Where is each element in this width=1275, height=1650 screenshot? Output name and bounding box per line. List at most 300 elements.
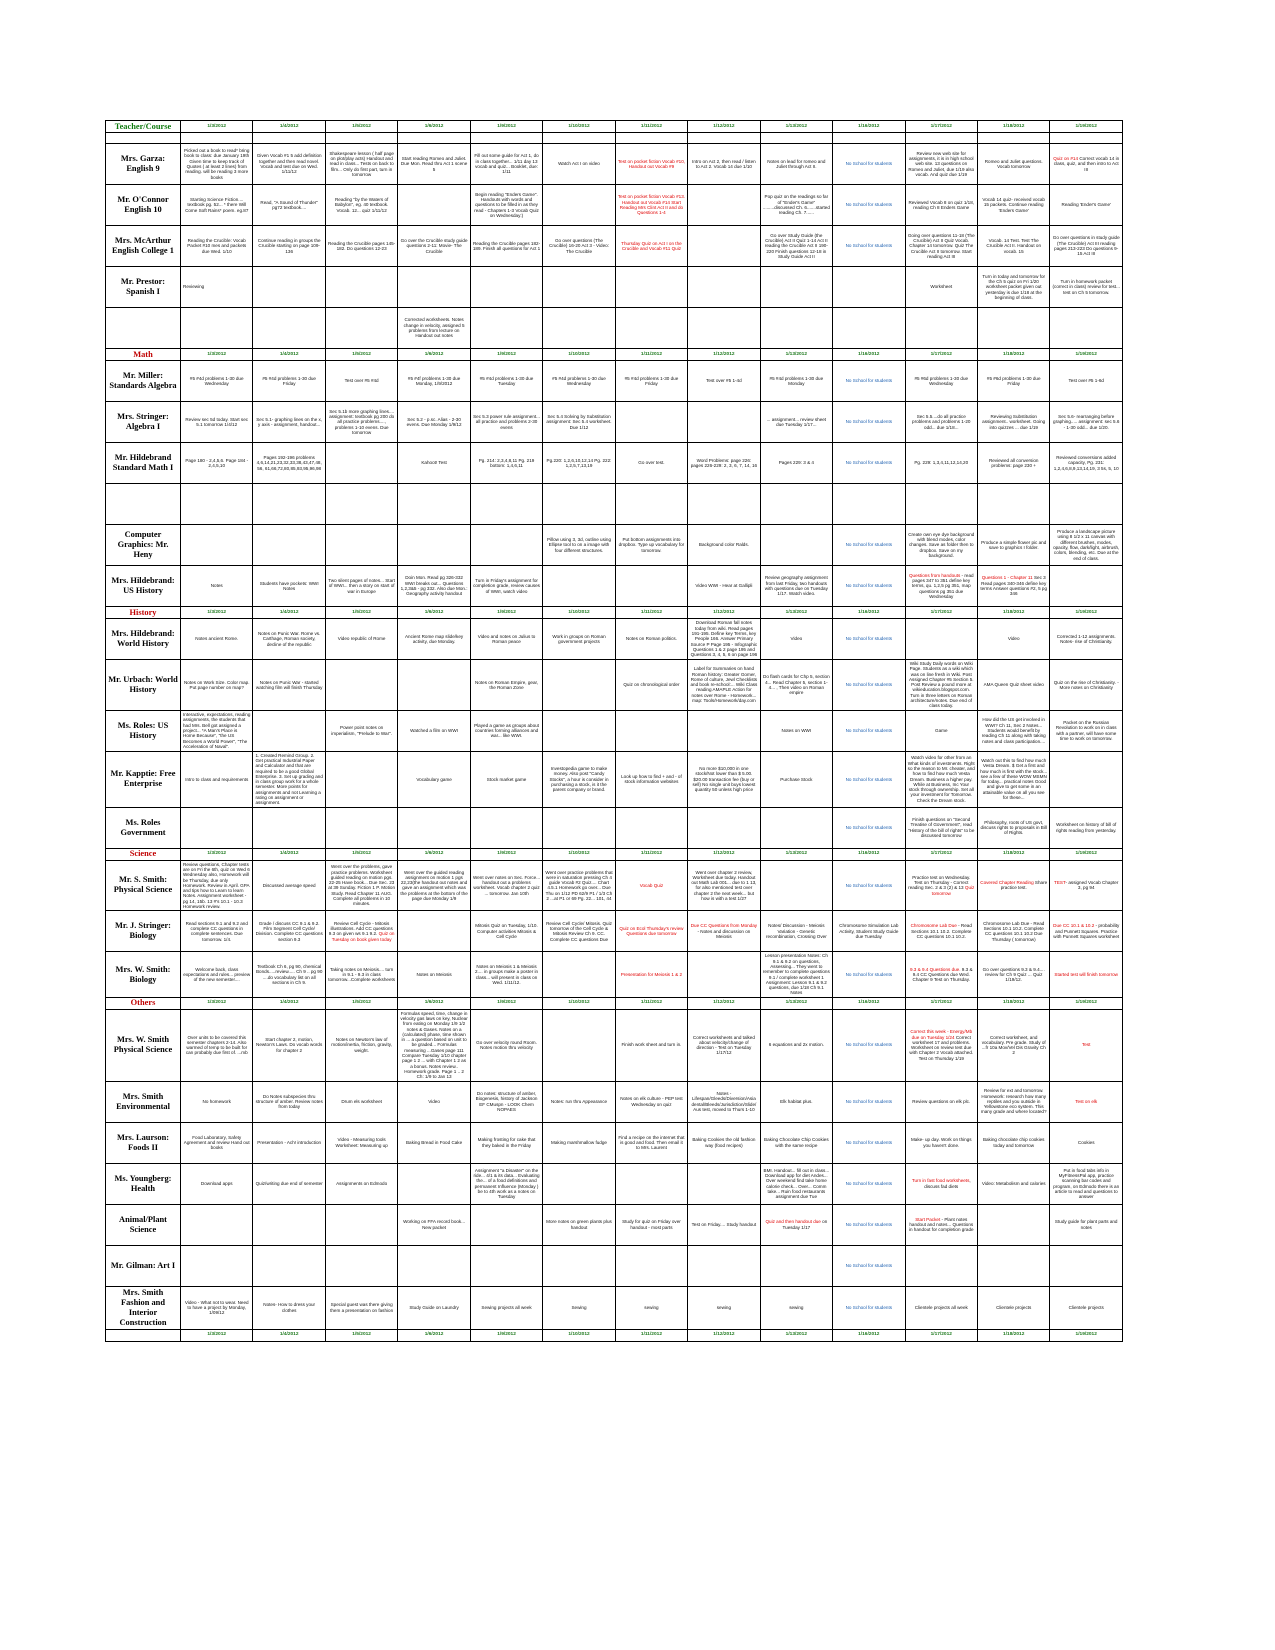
teacher-course-cell: Mrs. W. Smith Physical Science xyxy=(106,1009,181,1081)
teacher-course-cell: Ms. Youngberg: Health xyxy=(106,1163,181,1204)
assignment-cell xyxy=(905,484,977,525)
date-header: 1/13/2012 xyxy=(760,848,832,860)
date-header: 1/18/2012 xyxy=(977,997,1049,1009)
assignment-cell xyxy=(1050,751,1123,807)
assignment-cell: Label for Summaries on hand Roman history: Greater Gomer, Rome of culture, Jewl Checklists and book re-school:... Wiki Class reading AMAPLE Action for notes over Rome - Homework... map: Tools/Homework/day.com xyxy=(688,660,760,711)
date-header: 1/16/2012 xyxy=(833,1329,905,1341)
schedule-row xyxy=(106,952,1123,997)
assignment-cell xyxy=(688,484,760,525)
assignment-cell: Test on pocket fiction Vocab #13. Handout out Vocab #14 Start Reading Mrs Clint Act II and do Questions 1-4 xyxy=(615,185,687,226)
date-header: 1/3/2012 xyxy=(181,997,253,1009)
teacher-course-cell: Mr. O'Connor English 10 xyxy=(106,185,181,226)
assignment-cell: Discussed average speed xyxy=(253,860,325,911)
blank-cell xyxy=(760,133,832,144)
date-header: 1/10/2012 xyxy=(543,349,615,361)
section-header-row xyxy=(106,607,1123,619)
schedule-row xyxy=(106,308,1123,349)
assignment-cell: No School for students xyxy=(833,751,905,807)
schedule-row xyxy=(106,1009,1123,1081)
assignment-cell xyxy=(760,860,832,911)
assignment-cell xyxy=(905,619,977,660)
assignment-cell: Picked out a book to read* bring book to class: due January 19th Given time to keep track of Quotes ( at least 2 lines) from reading. will be reading 3 more books xyxy=(181,144,253,185)
assignment-cell: Textbook Ch 6, pg 90, chemical Bonds.....review..... Ch 9 .. pg 90 ....do vocabulary list on all sections in Ch 9. xyxy=(253,952,325,997)
assignment-cell xyxy=(253,710,325,751)
teacher-course-cell: Mrs. Hildebrand: US History xyxy=(106,566,181,607)
assignment-cell xyxy=(615,1163,687,1204)
cell-text: Review Cell Cycle - Mitosis illustrations. Add CC questions 9.3 on given ws 9.1 9.2. xyxy=(328,920,393,937)
date-header: 1/6/2012 xyxy=(398,997,470,1009)
assignment-cell: Vocab. 14 Test. Test The Crucible Act II. Handout on vocab. 15 xyxy=(977,226,1049,267)
assignment-cell: Reading the Crucible: Vocab Packet #10 mes and packets due Wed. 1/10 xyxy=(181,226,253,267)
teacher-course-cell: Mrs. Garza: English 9 xyxy=(106,144,181,185)
assignment-cell xyxy=(543,1163,615,1204)
assignment-cell: Review sec 5d today. Start sec 5.1 tomorrow 1/4/12 xyxy=(181,402,253,443)
blank-cell xyxy=(325,133,397,144)
teacher-course-cell: Mr. Prestor: Spanish I xyxy=(106,267,181,308)
assignment-cell xyxy=(615,484,687,525)
assignment-cell: Played a game as groups about countries forming alliances and war... like WWI. xyxy=(470,710,542,751)
blank-cell xyxy=(833,133,905,144)
cell-text: - read pages 347 to 351 define key terms, qu. 1,2,5 pg 351, map questions pg 351 due Wednesday xyxy=(911,572,974,599)
assignment-cell: Test over #5 1-4d xyxy=(688,361,760,402)
assignment-cell: Notes on Punic War. Rome vs. Carthage, Roman society, decline of the republic xyxy=(253,619,325,660)
assignment-cell xyxy=(253,484,325,525)
assignment-cell: No School for students xyxy=(833,402,905,443)
assignment-cell: Do Notes subspecies thru structure of amber. Review notes from today xyxy=(253,1081,325,1122)
cell-text: 9.3 & 9.4 CC Questions due Wed. Chapter 9 Test on Thursday. xyxy=(912,966,973,983)
teacher-course-cell: Ms. Roles Government xyxy=(106,807,181,848)
assignment-cell xyxy=(398,484,470,525)
assignment-cell: Download apps xyxy=(181,1163,253,1204)
assignment-cell: Wiki Study Daily words on Wiki Page. Students as a wiki which was on line fresh in Wiki. Post Assigned Chapter #5 Section 5. Post Review a pound more at wikieducation.blogspot.com. Turn in three letters on Roman architecture/notes. Due end of class today. xyxy=(905,660,977,711)
assignment-cell: How did the US get involved in WWI? Ch 11, Sec 2 Notes... Students would benefit by reading Ch 11 along with taking notes and class participation.... xyxy=(977,710,1049,751)
blank-cell xyxy=(977,133,1049,144)
schedule-row xyxy=(106,361,1123,402)
date-header: 1/4/2012 xyxy=(253,848,325,860)
date-header: 1/12/2012 xyxy=(688,349,760,361)
assignment-cell: #5 #4d problems 1-30 due Friday xyxy=(253,361,325,402)
assignment-cell xyxy=(905,1245,977,1286)
schedule-row xyxy=(106,660,1123,711)
date-header: 1/10/2012 xyxy=(543,848,615,860)
teacher-course-cell: Mrs. Stringer: Algebra I xyxy=(106,402,181,443)
assignment-cell: Go over test. xyxy=(615,443,687,484)
assignment-cell: #5 #4d problems 1-30 due Monday xyxy=(760,361,832,402)
assignment-cell: Sec 5.1- graphing lines on the x, y axis - assignment, handout... xyxy=(253,402,325,443)
blank-cell xyxy=(543,133,615,144)
assignment-cell: Video and notes on Julius to Roman peace xyxy=(470,619,542,660)
date-header: 1/9/2012 xyxy=(470,1329,542,1341)
assignment-cell xyxy=(833,308,905,349)
cell-text: , discuss fad diets xyxy=(924,1178,971,1189)
assignment-cell: Game xyxy=(905,710,977,751)
assignment-cell xyxy=(905,952,977,997)
section-title: Others xyxy=(106,997,181,1009)
schedule-row xyxy=(106,484,1123,525)
assignment-cell: No School for students xyxy=(833,443,905,484)
assignment-cell: 1. Created Remind Group. 2. Get practical Industrial Paper and Calculator and that are required to be a good Global Enterprise. 3. Set up grading and in class group work for a whole semester. More points for assignments and not Learning a rating on assignment or assignment. xyxy=(253,751,325,807)
date-header: 1/19/2012 xyxy=(1050,1329,1123,1341)
assignment-cell xyxy=(543,660,615,711)
assignment-cell: Stock market game xyxy=(470,751,542,807)
assignment-cell: Purchase Stock xyxy=(760,751,832,807)
assignment-cell xyxy=(688,185,760,226)
assignment-cell: Baking Chocolate Chip Cookies with the same recipe xyxy=(760,1122,832,1163)
date-header: 1/4/2012 xyxy=(253,607,325,619)
assignment-cell xyxy=(325,807,397,848)
date-header: 1/6/2012 xyxy=(398,607,470,619)
date-header: 1/18/2012 xyxy=(977,1329,1049,1341)
assignment-cell: Begin reading "Enders Game". Handouts with words and questions to be filled in as they read - Chapters 1-3 Vocab Quiz on Wednesday:) xyxy=(470,185,542,226)
assignment-cell: Video xyxy=(977,619,1049,660)
teacher-course-cell: Mr. Hildebrand Standard Math I xyxy=(106,443,181,484)
assignment-cell: Quiz/writing due end of semester xyxy=(253,1163,325,1204)
assignment-cell: #5 #4d problems 1-30 due Tuesday xyxy=(470,361,542,402)
assignment-cell xyxy=(1050,860,1123,911)
assignment-cell xyxy=(253,1245,325,1286)
assignment-cell: No School for students xyxy=(833,660,905,711)
date-header: 1/12/2012 xyxy=(688,1329,760,1341)
blank-row xyxy=(106,133,1123,144)
assignment-cell xyxy=(615,308,687,349)
assignment-cell: Sewing projects all week xyxy=(470,1286,542,1329)
assignment-cell: Find a recipe on the internet that is good and food. Then email it to Mrs. Laurent xyxy=(615,1122,687,1163)
assignment-cell: Welcome back, class expectations and rules... preview of the new semester.... xyxy=(181,952,253,997)
date-header: 1/18/2012 xyxy=(977,121,1049,133)
assignment-cell: Sec 5.2 - p.sc. Alias - 2-30 evens. Due Monday 1/9/12 xyxy=(398,402,470,443)
assignment-cell xyxy=(181,525,253,566)
blank-cell xyxy=(181,133,253,144)
schedule-row xyxy=(106,144,1123,185)
assignment-cell xyxy=(253,308,325,349)
assignment-cell: Notes xyxy=(181,566,253,607)
assignment-cell xyxy=(325,308,397,349)
assignment-cell xyxy=(325,1245,397,1286)
assignment-cell: Notes on Meiosis 1 & Meiosis 2.... in groups make a poster in class... will present in class on Wed. 1/11/12. xyxy=(470,952,542,997)
assignment-cell: Notes on Newton's law of motion/inertia, friction, gravity, weight. xyxy=(325,1009,397,1081)
teacher-course-cell: Mr. Urbach: World History xyxy=(106,660,181,711)
assignment-cell: Starting Science Fiction.... textbook pg. 52... * there Will Come Soft Rains* poem. eg.87 xyxy=(181,185,253,226)
section-header-row xyxy=(106,349,1123,361)
assignment-cell xyxy=(470,1245,542,1286)
assignment-cell xyxy=(253,1204,325,1245)
assignment-cell xyxy=(688,267,760,308)
date-header: 1/11/2012 xyxy=(615,121,687,133)
assignment-cell: No School for students xyxy=(833,226,905,267)
schedule-row xyxy=(106,911,1123,952)
blank-cell xyxy=(253,133,325,144)
assignment-cell: Notes on Roman Empire, gear, the Roman Zone xyxy=(470,660,542,711)
teacher-course-cell: Mr. J. Stringer: Biology xyxy=(106,911,181,952)
assignment-cell: Two silent pages of notes... Start of WWI... then a story on start of war in Europe xyxy=(325,566,397,607)
assignment-cell: Do flash cards for Chp 5, section 4... Read Chapter 5, section 1-4... , Then video on Roman empire xyxy=(760,660,832,711)
assignment-cell: Assignment "a Disaster" on the ride... 4/1 & its data... Evaluating the... of a food definitions and permanent Influence (Monday ) be to 4th work as a notes on Tuesday xyxy=(470,1163,542,1204)
schedule-row xyxy=(106,751,1123,807)
blank-cell xyxy=(615,133,687,144)
teacher-course-cell: Mrs. Laurson: Foods II xyxy=(106,1122,181,1163)
assignment-cell xyxy=(1050,911,1123,952)
date-header: 1/11/2012 xyxy=(615,1329,687,1341)
assignment-cell: No School for students xyxy=(833,185,905,226)
assignment-cell: Interactive, expectations, reading assignments, the students that had Mrs. Bell got assigned a project... *A Man's Place is Home Because", "the US Becomes a World Power", "The Acceleration of Naval". xyxy=(181,710,253,751)
assignment-cell: Reviewed all conversion problems: page 230 + xyxy=(977,443,1049,484)
assignment-cell: Philosophy, roots of US govt, discuss rights to proposals in Bill of Rights. xyxy=(977,807,1049,848)
assignment-cell: Making frosting for cake that they baked in the Friday xyxy=(470,1122,542,1163)
assignment-cell: Drum els worksheet xyxy=(325,1081,397,1122)
assignment-cell: Romeo and Juliet questions. Vocab tomorrow xyxy=(977,144,1049,185)
assignment-cell: Elk habitat plus. xyxy=(760,1081,832,1122)
assignment-cell: Went over chapter 2 review, Worksheet due today. Handout out Math Lab 001... due to 1 13, for also mentioned test over chapter 2 the next week... but how is with a test 1/27 xyxy=(688,860,760,911)
assignment-cell: No School for students xyxy=(833,1009,905,1081)
assignment-cell: Assignments on Edmodo xyxy=(325,1163,397,1204)
highlight-text: Turn in fast food worksheets xyxy=(911,1178,970,1184)
assignment-cell: Corrected worksheets. Notes change in velocity, assigned 5 problems from lecture on Handout out notes xyxy=(398,308,470,349)
assignment-cell: Notes on lead for romeo and Juliet through Act II. xyxy=(760,144,832,185)
assignment-cell: No more $10,000 in one stock/Not lower than $ 5.00. $20.00 transaction fee (buy or sell) No single unit buys lowest quantity 50 unless high price xyxy=(688,751,760,807)
assignment-cell: Intro to class and requirements xyxy=(181,751,253,807)
assignment-cell: Thursday Quiz on Act I on the Crucible and Vocab #11 Quiz xyxy=(615,226,687,267)
teacher-course-cell: Computer Graphics: Mr. Heny xyxy=(106,525,181,566)
schedule-row xyxy=(106,226,1123,267)
assignment-cell xyxy=(470,308,542,349)
date-header: 1/5/2012 xyxy=(325,121,397,133)
assignment-cell: Review Cell Cycle/ Mitosis. Quiz tomorrow of the Cell Cycle & Mitosis Review Ch 9. CC. Complete CC questions Due xyxy=(543,911,615,952)
assignment-cell: Mitosis Quiz on Tuesday, 1/10. Computer activities Mitosis & Cell Cycle xyxy=(470,911,542,952)
assignment-cell: Notes on elk culture - PEP test Wednesday on quiz xyxy=(615,1081,687,1122)
assignment-cell xyxy=(688,402,760,443)
highlight-text: Start Packet xyxy=(915,1216,941,1222)
date-header: 1/17/2012 xyxy=(905,997,977,1009)
date-header: 1/4/2012 xyxy=(253,121,325,133)
assignment-cell: Video republic of Rome xyxy=(325,619,397,660)
date-header: 1/11/2012 xyxy=(615,349,687,361)
assignment-cell: No School for students xyxy=(833,952,905,997)
assignment-cell: Background color Ralds. xyxy=(688,525,760,566)
date-header: 1/6/2012 xyxy=(398,1329,470,1341)
date-header: 1/17/2012 xyxy=(905,349,977,361)
section-header-row xyxy=(106,997,1123,1009)
assignment-cell: Video WWI - Hear at Gallipli xyxy=(688,566,760,607)
highlight-text: Questions from handouts xyxy=(908,572,961,578)
assignment-cell: ... assignment... review sheet due Tuesday 1/17... xyxy=(760,402,832,443)
assignment-cell: Go over the Crucible study guide questions 2-11: Movie- The Crucible xyxy=(398,226,470,267)
assignment-cell: Start reading Romeo and Juliet. Due Mon. Read thru Act 1 scene 5 xyxy=(398,144,470,185)
assignment-cell xyxy=(977,484,1049,525)
assignment-cell: Worksheet on history of bill of rights reading from yesterday. xyxy=(1050,807,1123,848)
assignment-cell xyxy=(688,308,760,349)
assignment-cell xyxy=(470,1204,542,1245)
assignment-cell: #5 #4d problems 1-30 due Friday xyxy=(615,361,687,402)
assignment-cell: Notes: run thru Appearance xyxy=(543,1081,615,1122)
assignment-cell: 6 equations and 2x motion. xyxy=(760,1009,832,1081)
assignment-cell: Turn in Friday's assignment for completion grade, review causes of WWI, watch video xyxy=(470,566,542,607)
assignment-cell xyxy=(470,267,542,308)
assignment-cell: Produce a landscape picture using 8 1/2 x 11 canvas with different brushes, modes, opacity, flow, dark/light, airbrush, colors, blending, etc. Due at the end of class. xyxy=(1050,525,1123,566)
assignment-cell: Watch Act I on video xyxy=(543,144,615,185)
assignment-cell xyxy=(905,1009,977,1081)
date-header: 1/9/2012 xyxy=(470,607,542,619)
assignment-cell: Pages 229: 3 & 4 xyxy=(760,443,832,484)
assignment-cell xyxy=(325,751,397,807)
assignment-cell: Reviewing xyxy=(181,267,253,308)
assignment-cell xyxy=(181,1204,253,1245)
date-header: 1/17/2012 xyxy=(905,607,977,619)
assignment-cell xyxy=(543,308,615,349)
schedule-row xyxy=(106,566,1123,607)
assignment-cell: sewing xyxy=(688,1286,760,1329)
assignment-cell: Chromosome Simulation Lab Activity, Student Study Guide due Tuesday xyxy=(833,911,905,952)
assignment-cell: Word Problems: page 226: pages 226-229: 2, 3, 6, 7, 14, 16 xyxy=(688,443,760,484)
assignment-cell xyxy=(325,911,397,952)
section-title: History xyxy=(106,607,181,619)
assignment-cell xyxy=(688,807,760,848)
assignment-cell: Go over questions 9.3 & 9.4.... review for Ch 9 Quiz ... Quiz 1/19/12. xyxy=(977,952,1049,997)
date-header: 1/6/2012 xyxy=(398,121,470,133)
assignment-cell xyxy=(1050,566,1123,607)
assignment-cell: Baking Cookies the old fashion way (food recipes) xyxy=(688,1122,760,1163)
assignment-cell: sewing xyxy=(760,1286,832,1329)
assignment-cell: Fill out some guide for Act 1, do in class together... 1/11 day 13 vocab and quiz... Booklet, due: 1/11 xyxy=(470,144,542,185)
assignment-cell: Watched a film on WWI xyxy=(398,710,470,751)
schedule-row xyxy=(106,860,1123,911)
assignment-cell: Review questions on elk plc. xyxy=(905,1081,977,1122)
assignment-cell xyxy=(543,1245,615,1286)
assignment-cell: Make- up day. Work on things you haven't done. xyxy=(905,1122,977,1163)
assignment-cell xyxy=(1050,144,1123,185)
date-header: 1/18/2012 xyxy=(977,349,1049,361)
cell-text: Correct vocab 14 in class, quiz, and then intro to Act III xyxy=(1053,156,1120,172)
highlight-text: Due CC 10.1 & 10.2 xyxy=(1053,923,1095,929)
assignment-cell: Working on FFA record book... New packet xyxy=(398,1204,470,1245)
date-header: 1/6/2012 xyxy=(398,848,470,860)
date-header: 1/18/2012 xyxy=(977,848,1049,860)
date-header: 1/19/2012 xyxy=(1050,349,1123,361)
assignment-cell: Clientele projects all week xyxy=(905,1286,977,1329)
assignment-cell: Sec 5.3 power rule assignment... all practice and problems 2-30 evens xyxy=(470,402,542,443)
assignment-cell: Lesson presentation Notes: Ch 9.1 & 9.2 on questions, Assessing... They went to remember to complete questions 9.1 / complete worksheet 1 Assignment: Lesson 9.1 & 9.2 questions, due 1/18 Ch 9.1 Notes xyxy=(760,952,832,997)
assignment-cell: Look up how to find + and - of stock information websites xyxy=(615,751,687,807)
assignment-cell xyxy=(253,267,325,308)
assignment-cell: Sec 5.1b more graphing lines.... assignment: textbook pg 200 do all practice problems...., problems 1-10 evens. Due tomorrow xyxy=(325,402,397,443)
cell-text: - Notes and discussion on Meiosis xyxy=(697,928,751,939)
assignment-cell: sewing xyxy=(615,1286,687,1329)
date-header: 1/16/2012 xyxy=(833,997,905,1009)
assignment-cell xyxy=(760,807,832,848)
assignment-cell xyxy=(1050,484,1123,525)
assignment-cell xyxy=(325,443,397,484)
teacher-course-cell: Animal/Plant Science xyxy=(106,1204,181,1245)
date-header: 1/5/2012 xyxy=(325,349,397,361)
highlight-text: Quiz on Tuesday on book given today xyxy=(331,931,395,942)
assignment-cell: Food Laboratory, Safety Agreement and review Hand out books xyxy=(181,1122,253,1163)
date-header: 1/5/2012 xyxy=(325,848,397,860)
date-header: 1/5/2012 xyxy=(325,1329,397,1341)
highlight-text: TEST xyxy=(1054,880,1066,886)
schedule-row xyxy=(106,619,1123,660)
assignment-cell: Started test will finish tomorrow xyxy=(1050,952,1123,997)
schedule-sheet xyxy=(105,120,1123,1342)
assignment-cell: Study for quiz on Friday over handout - most parts xyxy=(615,1204,687,1245)
assignment-cell xyxy=(760,525,832,566)
assignment-cell: Notes on Roman politics. xyxy=(615,619,687,660)
date-header: 1/9/2012 xyxy=(470,997,542,1009)
assignment-cell: Going over questions 11-18 (The Crucible) Act II Quiz Vocab. Chapter 14 tomorrow. Quiz The Crucible Act II tomorrow. Start reading Act III xyxy=(905,226,977,267)
date-header: 1/19/2012 xyxy=(1050,121,1123,133)
date-header: 1/12/2012 xyxy=(688,997,760,1009)
date-header: 1/11/2012 xyxy=(615,607,687,619)
date-header: 1/13/2012 xyxy=(760,121,832,133)
assignment-cell: Finish work sheet and turn in. xyxy=(615,1009,687,1081)
teacher-course-cell: Mrs. Smith Environmental xyxy=(106,1081,181,1122)
section-header-row xyxy=(106,121,1123,133)
date-header: 1/4/2012 xyxy=(253,349,325,361)
date-header: 1/13/2012 xyxy=(760,607,832,619)
cell-text: - Plant notes handout and notes... Questions in handout for completion grade xyxy=(908,1216,974,1233)
teacher-course-cell: Mr. Miller: Standards Algebra xyxy=(106,361,181,402)
assignment-cell: Test xyxy=(1050,1009,1123,1081)
date-header: 1/17/2012 xyxy=(905,1329,977,1341)
assignment-cell xyxy=(615,807,687,848)
assignment-cell xyxy=(543,484,615,525)
assignment-cell: Test on elk xyxy=(1050,1081,1123,1122)
assignment-cell xyxy=(181,807,253,848)
cell-text: Share practice test. xyxy=(1000,880,1048,891)
assignment-cell: Study Guide on Laundry xyxy=(398,1286,470,1329)
date-header: 1/11/2012 xyxy=(615,997,687,1009)
assignment-cell: Presentation for Meiosis 1 & 2 xyxy=(615,952,687,997)
highlight-text: Questions 1 - Chapter 11 xyxy=(981,575,1033,581)
assignment-cell: Presentation - Ach! introduction xyxy=(253,1122,325,1163)
assignment-cell: Quiz on the rise of Christianity. - More notes on Christianity xyxy=(1050,660,1123,711)
teacher-course-cell xyxy=(106,484,181,525)
assignment-cell xyxy=(398,267,470,308)
assignment-cell xyxy=(688,911,760,952)
assignment-cell: Reviewing Substitution assignment.. worksheet. Going into quizzes ... due 1/19 xyxy=(977,402,1049,443)
date-header: 1/9/2012 xyxy=(470,349,542,361)
assignment-cell: Notes ancient Rome. xyxy=(181,619,253,660)
assignment-cell: Correct worksheet, and vocabulary. Pre grade. Study of ...fr 10a Mov/Vel Dis Gravity Ch 2 xyxy=(977,1009,1049,1081)
assignment-cell: Baking Bread in Food Cake xyxy=(398,1122,470,1163)
assignment-cell: No School for students xyxy=(833,1286,905,1329)
date-header: 1/13/2012 xyxy=(760,997,832,1009)
assignment-cell xyxy=(325,660,397,711)
assignment-cell xyxy=(615,566,687,607)
assignment-cell: No School for students xyxy=(833,1163,905,1204)
section-title: Science xyxy=(106,848,181,860)
assignment-cell: Test over #5 #4d xyxy=(325,361,397,402)
assignment-cell xyxy=(325,525,397,566)
assignment-cell: No School for students xyxy=(833,144,905,185)
assignment-cell: Cookies xyxy=(1050,1122,1123,1163)
date-header: 1/3/2012 xyxy=(181,848,253,860)
assignment-cell: No School for students xyxy=(833,860,905,911)
date-header: 1/13/2012 xyxy=(760,1329,832,1341)
assignment-cell: Worksheet xyxy=(905,267,977,308)
assignment-cell: Review questions, Chapter tests are on Fri the 6th, quiz on Wed 6 Wednesday also, Homework will be Thursday, due only Homework. Review in April. GPA and tips how to Learn to learn Notes. Assignment worksheet - pg 14, 15b. 13 #'s 10.1 - 10.3 Homework review. xyxy=(181,860,253,911)
blank-cell xyxy=(905,133,977,144)
teacher-course-cell: Ms. Roles: US History xyxy=(106,710,181,751)
assignment-cell: Test over #5 1-6d xyxy=(1050,361,1123,402)
schedule-row xyxy=(106,1122,1123,1163)
section-title: Math xyxy=(106,349,181,361)
schedule-table xyxy=(105,120,1123,1342)
date-header: 1/16/2012 xyxy=(833,848,905,860)
date-header: 1/16/2012 xyxy=(833,607,905,619)
assignment-cell: BMI. Handout... fill out in class... Download app for diet Andes... Over weekend find take home calorie check... Over... Comm take... Ruin food restaurants assignment due Tue xyxy=(760,1163,832,1204)
teacher-course-cell: Mr. S. Smith: Physical Science xyxy=(106,860,181,911)
schedule-row xyxy=(106,267,1123,308)
assignment-cell: #5 #4d problems 1-30 due Wednesday xyxy=(181,361,253,402)
